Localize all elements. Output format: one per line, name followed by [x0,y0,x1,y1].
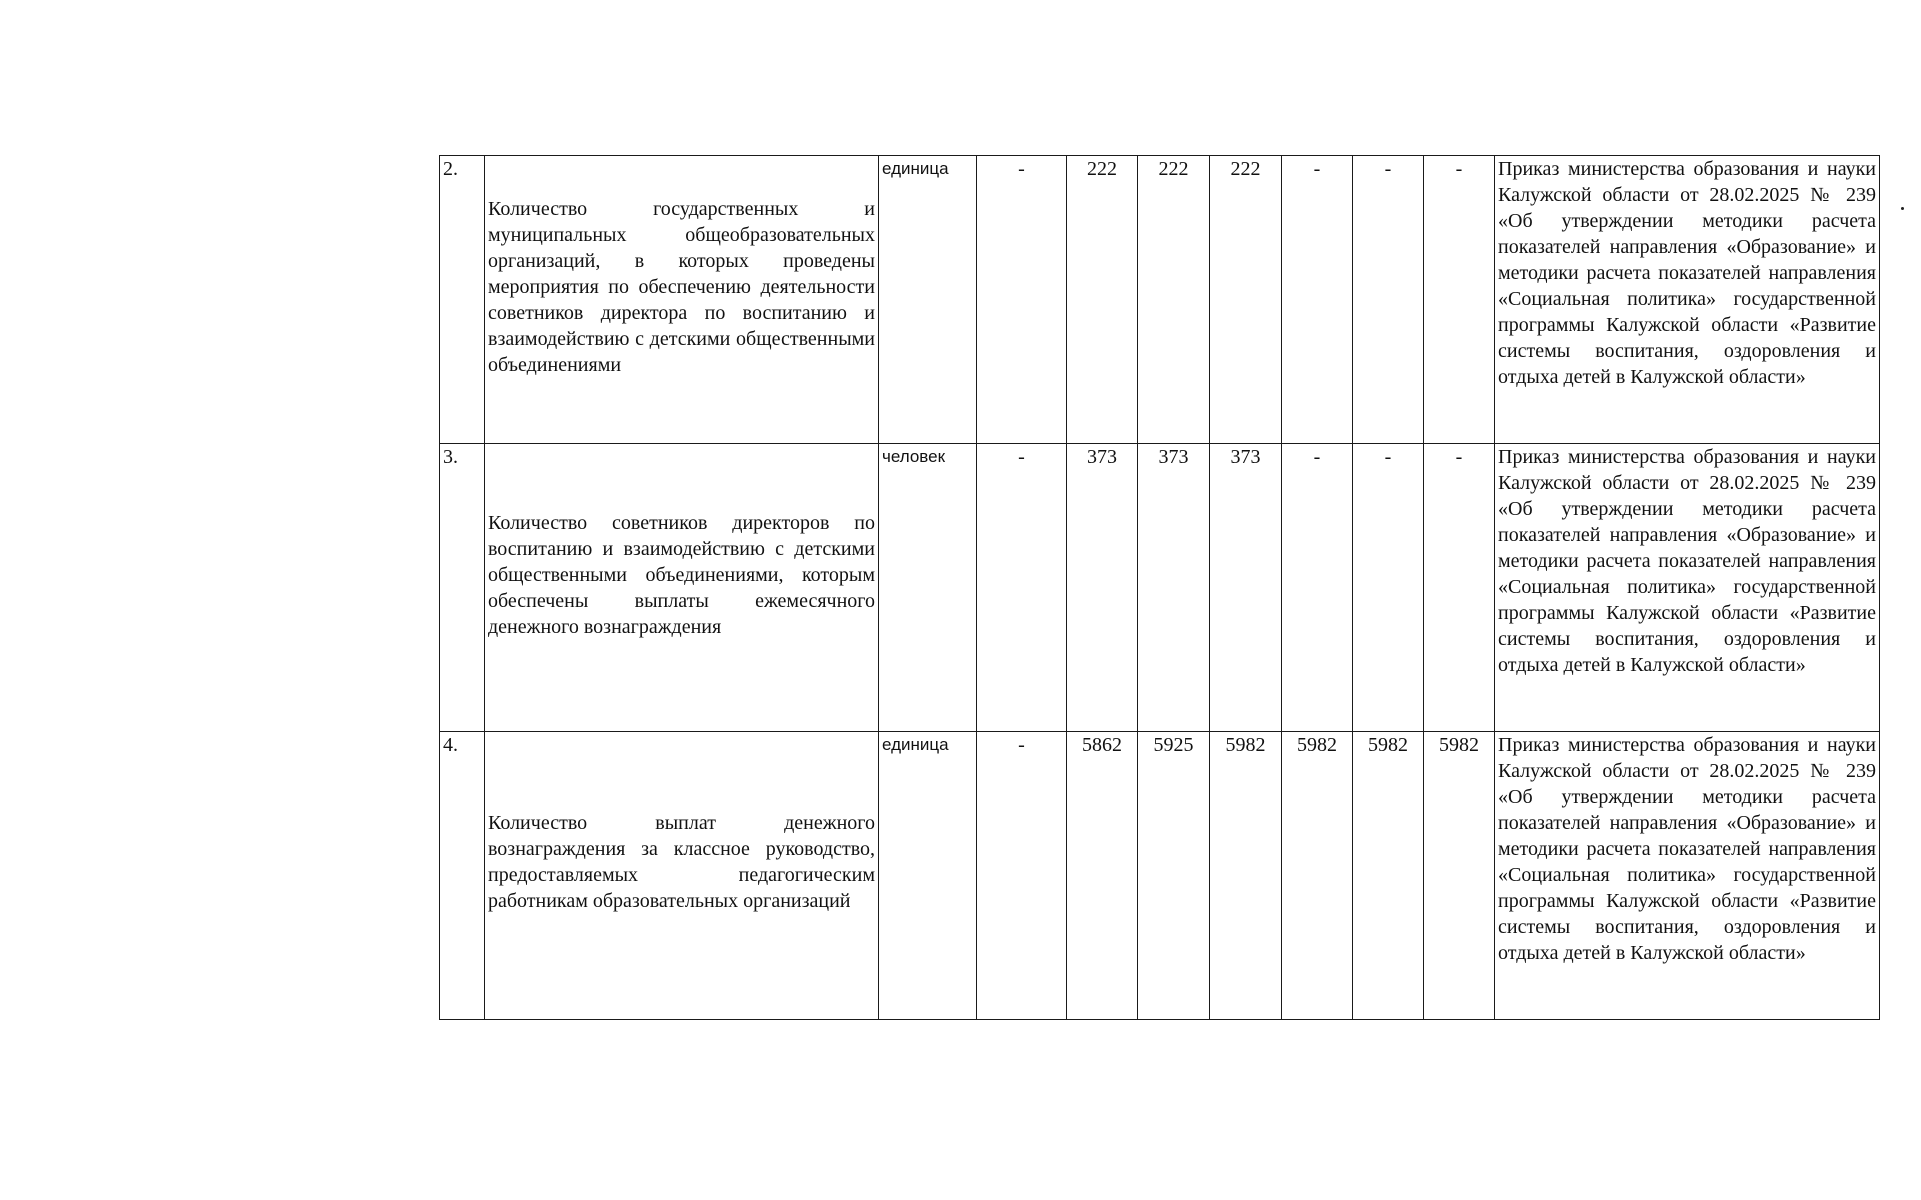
value-cell: - [1353,156,1424,444]
value-cell: 5982 [1424,732,1495,1020]
value-cell: - [977,732,1067,1020]
indicator-name: Количество советников директоров по воспитанию и взаимодействию с детскими общественными объединениями, которым обеспечены выплаты ежемесячного денежного вознаграждения [485,444,879,732]
value-cell: - [1424,444,1495,732]
value-cell: - [1353,444,1424,732]
value-cell: 373 [1210,444,1282,732]
value-cell: 373 [1067,444,1138,732]
value-cell: 373 [1138,444,1210,732]
value-cell: - [1282,156,1353,444]
unit-of-measure: единица [879,732,977,1020]
legal-basis: Приказ министерства образования и науки Калужской области от 28.02.2025 № 239 «Об утверждении методики расчета показателей направления «Образование» и методики расчета показателей направления «Социальная политика» государственной программы Калужской области «Развитие системы воспитания, оздоровления и отдыха детей в Калужской области» [1495,732,1880,1020]
indicator-name: Количество выплат денежного вознаграждения за классное руководство, предоставляемых педагогическим работникам образовательных организаций [485,732,879,1020]
value-cell: 222 [1210,156,1282,444]
row-number: 4. [440,732,485,1020]
legal-basis: Приказ министерства образования и науки Калужской области от 28.02.2025 № 239 «Об утверждении методики расчета показателей направления «Образование» и методики расчета показателей направления «Социальная политика» государственной программы Калужской области «Развитие системы воспитания, оздоровления и отдыха детей в Калужской области» [1495,444,1880,732]
value-cell: 222 [1138,156,1210,444]
value-cell: 5982 [1282,732,1353,1020]
unit-of-measure: человек [879,444,977,732]
value-cell: 5862 [1067,732,1138,1020]
table-row [440,444,1880,732]
value-cell: - [977,444,1067,732]
legal-basis: Приказ министерства образования и науки Калужской области от 28.02.2025 № 239 «Об утверждении методики расчета показателей направления «Образование» и методики расчета показателей направления «Социальная политика» государственной программы Калужской области «Развитие системы воспитания, оздоровления и отдыха детей в Калужской области» [1495,156,1880,444]
value-cell: 5925 [1138,732,1210,1020]
row-number: 2. [440,156,485,444]
value-cell: 5982 [1210,732,1282,1020]
unit-of-measure: единица [879,156,977,444]
row-number: 3. [440,444,485,732]
indicator-name: Количество государственных и муниципальных общеобразовательных организаций, в которых проведены мероприятия по обеспечению деятельности советников директора по воспитанию и взаимодействию с детскими общественными объединениями [485,156,879,444]
table-row [440,156,1880,444]
margin-dot [1901,207,1904,210]
indicators-table [439,155,1880,1020]
value-cell: 5982 [1353,732,1424,1020]
value-cell: - [977,156,1067,444]
value-cell: - [1424,156,1495,444]
table-row [440,732,1880,1020]
value-cell: - [1282,444,1353,732]
value-cell: 222 [1067,156,1138,444]
